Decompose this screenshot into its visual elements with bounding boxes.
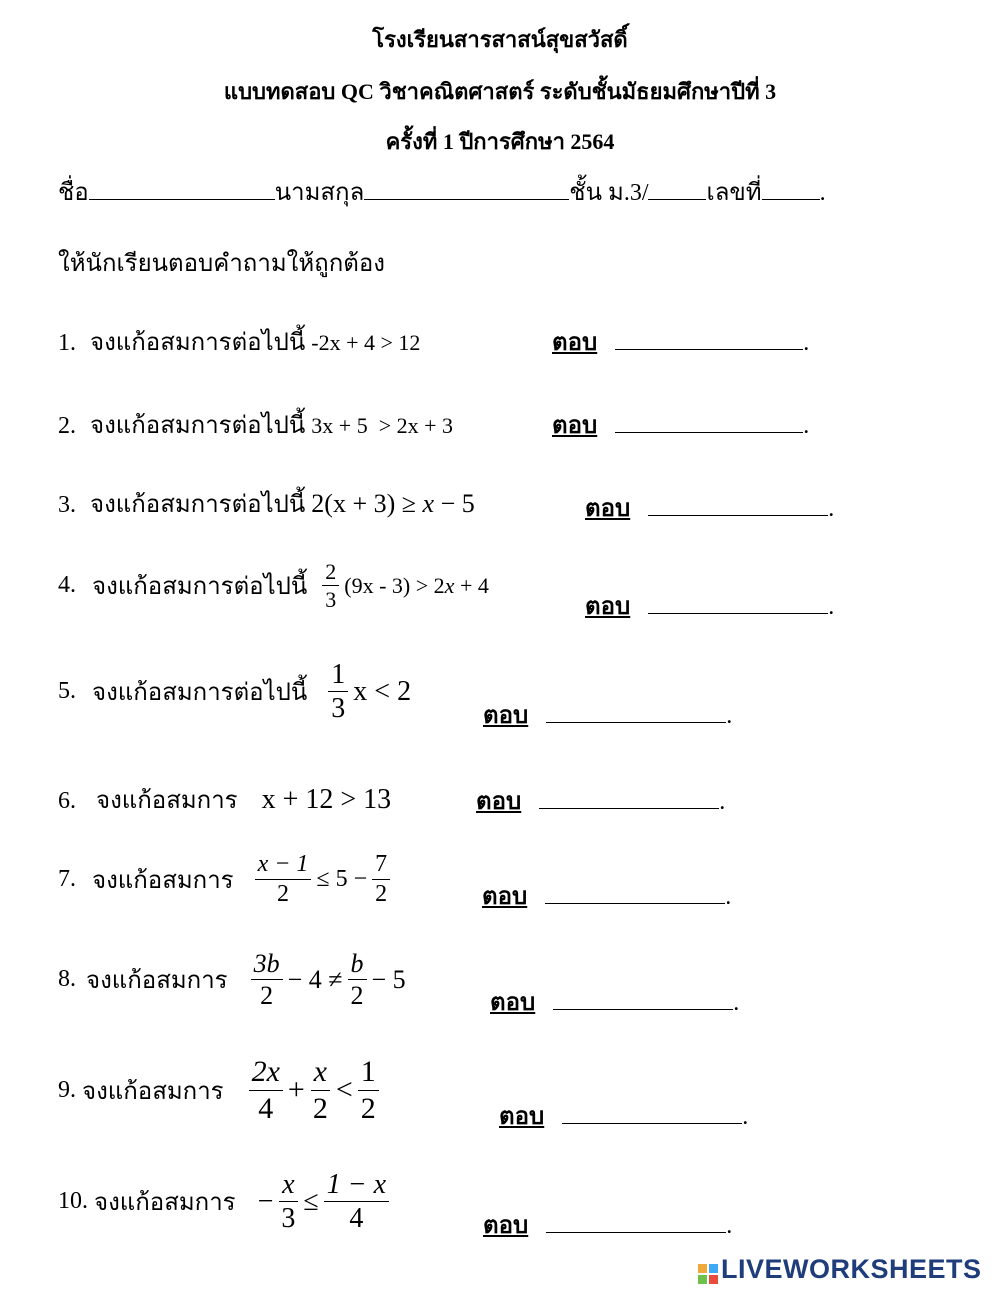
answer-dot: . <box>828 496 835 522</box>
question-expression: 3x + 5 > 2x + 3 <box>311 413 454 438</box>
logo-square-1 <box>698 1264 707 1273</box>
question-prompt: จงแก้อสมการต่อไปนี้ <box>92 574 308 601</box>
question-expression: $\frac{2x}{4}$ + $\frac{x}{2}$ < $\frac{1}{2}$ <box>246 1056 382 1124</box>
answer-dot: . <box>803 413 810 439</box>
question-expression: $\frac{1}{3}$ x < 2 <box>325 660 411 724</box>
question-expression: 2(x + 3) ≥ x − 5 <box>311 489 475 518</box>
question-prompt: จงแก้อสมการ <box>82 1078 224 1105</box>
question-number: 6. <box>58 788 76 814</box>
question-expression: x + 12 > 13 <box>261 784 392 815</box>
answer-dot: . <box>803 330 810 356</box>
question-expression: $\frac{3b}{2}$ − 4 ≠ $\frac{b}{2}$ − 5 <box>248 950 406 1010</box>
answer-dot: . <box>725 884 732 910</box>
name-label: ชื่อ <box>58 180 89 206</box>
answer-dot: . <box>726 703 733 729</box>
answer-5 <box>483 695 732 734</box>
answer-2 <box>552 405 809 444</box>
question-number: 3. <box>58 492 76 518</box>
end-dot: . <box>819 180 826 206</box>
name-field[interactable] <box>89 177 275 200</box>
answer-field-8[interactable] <box>553 987 733 1010</box>
answer-label: ตอบ <box>483 703 529 729</box>
answer-field-3[interactable] <box>648 493 828 516</box>
answer-label: ตอบ <box>499 1104 545 1130</box>
question-prompt: จงแก้อสมการ <box>92 868 234 895</box>
fraction: $\frac{3b}{2}$ <box>251 950 283 1010</box>
logo-square-4 <box>709 1275 718 1284</box>
number-field[interactable] <box>762 177 820 200</box>
question-number: 5. <box>58 678 76 705</box>
fraction: $\frac{2x}{4}$ <box>249 1056 283 1124</box>
question-expression: -2x + 4 > 12 <box>311 330 421 355</box>
answer-dot: . <box>719 789 726 815</box>
exam-title: แบบทดสอบ QC วิชาคณิตศาสตร์ ระดับชั้นมัธยมศึกษาปีที่ 3 <box>223 79 777 104</box>
question-prompt: จงแก้อสมการต่อไปนี้ <box>92 680 308 707</box>
answer-field-9[interactable] <box>562 1101 742 1124</box>
answer-label: ตอบ <box>482 884 528 910</box>
answer-field-4[interactable] <box>648 591 828 614</box>
question-prompt: จงแก้อสมการ <box>94 1190 236 1217</box>
answer-8 <box>490 982 739 1021</box>
answer-9 <box>499 1096 748 1135</box>
answer-dot: . <box>828 594 835 620</box>
question-prompt: จงแก้อสมการต่อไปนี้ <box>90 413 306 439</box>
answer-label: ตอบ <box>476 789 522 815</box>
answer-6 <box>476 781 725 820</box>
question-9 <box>58 1056 382 1124</box>
question-3 <box>58 484 475 523</box>
answer-field-7[interactable] <box>545 881 725 904</box>
answer-dot: . <box>726 1213 733 1239</box>
question-1 <box>58 322 420 361</box>
fraction: $\frac{x - 1}{2}$ <box>255 852 312 907</box>
answer-field-1[interactable] <box>615 327 803 350</box>
question-number: 9. <box>58 1076 76 1103</box>
question-number: 10. <box>58 1188 88 1215</box>
answer-label: ตอบ <box>552 330 598 356</box>
answer-dot: . <box>742 1104 749 1130</box>
question-number: 1. <box>58 330 76 356</box>
answer-3 <box>585 488 834 527</box>
answer-4 <box>585 586 834 625</box>
answer-field-2[interactable] <box>615 410 803 433</box>
question-prompt: จงแก้อสมการ <box>96 788 238 814</box>
answer-label: ตอบ <box>552 413 598 439</box>
question-5 <box>58 660 411 724</box>
answer-field-10[interactable] <box>546 1210 726 1233</box>
question-number: 8. <box>58 966 76 993</box>
question-number: 2. <box>58 413 76 439</box>
fraction: $\frac{1}{3}$ <box>328 660 348 724</box>
school-name: โรงเรียนสารสาสน์สุขสวัสดิ์ <box>372 27 628 52</box>
logo-square-2 <box>709 1264 718 1273</box>
surname-label: นามสกุล <box>274 180 365 206</box>
exam-term: ครั้งที่ 1 ปีการศึกษา 2564 <box>385 129 615 154</box>
answer-field-6[interactable] <box>539 786 719 809</box>
fraction: $\frac{x}{3}$ <box>278 1170 298 1234</box>
question-prompt: จงแก้อสมการ <box>86 968 228 995</box>
question-expression: $\frac{2}{3}$ (9x - 3) > 2x + 4 <box>319 560 489 611</box>
answer-label: ตอบ <box>483 1213 529 1239</box>
number-label: เลขที่ <box>706 180 762 206</box>
fraction: $\frac{7}{2}$ <box>372 852 390 907</box>
answer-label: ตอบ <box>490 990 536 1016</box>
instruction: ให้นักเรียนตอบคำถามให้ถูกต้อง <box>58 251 385 277</box>
liveworksheets-logo <box>698 1254 982 1285</box>
class-label: ชั้น ม.3/ <box>569 180 649 206</box>
logo-square-3 <box>698 1275 707 1284</box>
question-2 <box>58 405 453 444</box>
answer-label: ตอบ <box>585 496 631 522</box>
fraction: $\frac{b}{2}$ <box>348 950 367 1010</box>
fraction: $\frac{x}{2}$ <box>310 1056 331 1124</box>
brand-name: LIVEWORKSHEETS <box>721 1254 982 1284</box>
answer-10 <box>483 1205 732 1244</box>
question-prompt: จงแก้อสมการต่อไปนี้ <box>90 330 306 356</box>
fraction: $\frac{2}{3}$ <box>322 560 339 611</box>
question-8 <box>58 950 406 1010</box>
answer-field-5[interactable] <box>546 700 726 723</box>
student-info-row <box>58 172 826 211</box>
question-expression: − $\frac{x}{3}$ ≤ $\frac{1 - x}{4}$ <box>258 1170 393 1234</box>
question-number: 7. <box>58 866 76 893</box>
answer-1 <box>552 322 809 361</box>
question-prompt: จงแก้อสมการต่อไปนี้ <box>90 492 306 518</box>
class-field[interactable] <box>648 177 706 200</box>
fraction: $\frac{1}{2}$ <box>358 1056 379 1124</box>
fraction: $\frac{1 - x}{4}$ <box>324 1170 389 1234</box>
question-number: 4. <box>58 572 76 599</box>
answer-dot: . <box>733 990 740 1016</box>
answer-7 <box>482 876 731 915</box>
question-expression: $\frac{x - 1}{2}$ ≤ 5 − $\frac{7}{2}$ <box>252 852 394 907</box>
question-10 <box>58 1170 392 1234</box>
logo-grid-icon <box>698 1264 718 1284</box>
surname-field[interactable] <box>364 177 569 200</box>
question-4 <box>58 560 489 611</box>
question-7 <box>58 852 393 907</box>
question-6 <box>58 780 391 819</box>
answer-label: ตอบ <box>585 594 631 620</box>
